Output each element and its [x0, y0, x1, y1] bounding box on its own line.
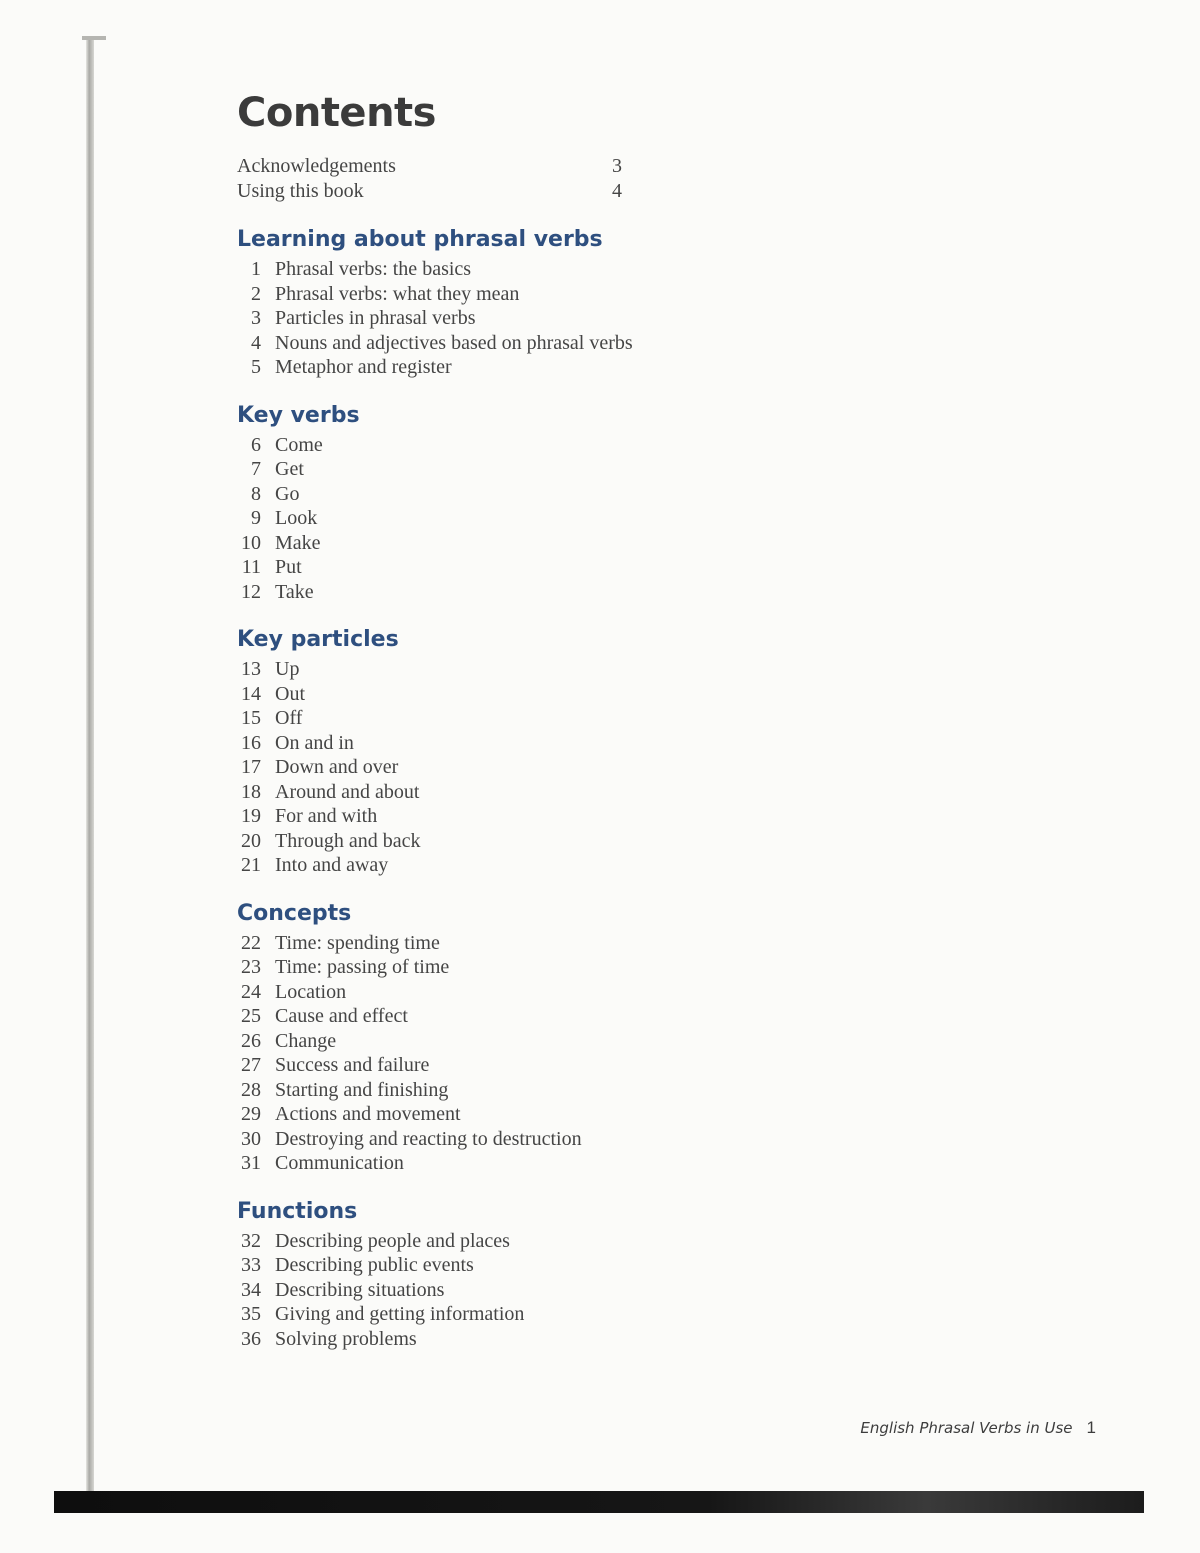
unit-number: 7: [251, 458, 261, 480]
front-matter-list: [237, 154, 622, 204]
unit-number: 35: [241, 1303, 261, 1325]
unit-entry[interactable]: [237, 257, 697, 282]
unit-title: Giving and getting information: [275, 1303, 525, 1325]
unit-title: Location: [275, 980, 347, 1003]
unit-entry[interactable]: [237, 1327, 697, 1352]
toc-section: [237, 625, 697, 878]
unit-entry[interactable]: [237, 1253, 697, 1278]
front-matter-label: Using this book: [237, 180, 364, 202]
unit-number: 28: [241, 1078, 261, 1101]
unit-entry[interactable]: [237, 931, 697, 956]
front-matter-page: 4: [612, 180, 622, 202]
unit-number: 3: [251, 307, 261, 329]
unit-title: Time: passing of time: [275, 956, 450, 978]
unit-title: Nouns and adjectives based on phrasal verbs: [275, 331, 633, 354]
unit-number: 13: [241, 658, 261, 680]
front-matter-page: 3: [612, 155, 622, 177]
unit-number: 10: [241, 531, 261, 554]
unit-number: 31: [241, 1152, 261, 1174]
unit-title: Look: [275, 507, 318, 529]
unit-number: 16: [241, 731, 261, 754]
section-heading: Learning about phrasal verbs: [237, 227, 603, 252]
unit-title: Come: [275, 433, 323, 456]
unit-entry[interactable]: [237, 355, 697, 380]
unit-title: Cause and effect: [275, 1005, 408, 1027]
unit-number: 22: [241, 931, 261, 954]
sections-list: [237, 225, 697, 1351]
unit-title: Through and back: [275, 829, 421, 852]
unit-entry[interactable]: [237, 457, 697, 482]
unit-entry[interactable]: [237, 482, 697, 507]
unit-entry[interactable]: [237, 1029, 697, 1054]
unit-title: Starting and finishing: [275, 1078, 449, 1101]
unit-title: Off: [275, 707, 303, 729]
unit-title: For and with: [275, 805, 378, 827]
unit-number: 30: [241, 1127, 261, 1150]
unit-entry[interactable]: [237, 1278, 697, 1303]
unit-entry[interactable]: [237, 531, 697, 556]
toc-section: [237, 899, 697, 1176]
unit-title: Phrasal verbs: the basics: [275, 258, 472, 280]
unit-title: Up: [275, 658, 300, 680]
unit-title: Get: [275, 458, 304, 480]
page-binding-edge: [86, 36, 94, 1491]
unit-title: Describing public events: [275, 1254, 474, 1276]
unit-entry[interactable]: [237, 829, 697, 854]
unit-title: Around and about: [275, 780, 420, 803]
unit-title: Change: [275, 1029, 337, 1052]
page-footer: [860, 1418, 1096, 1438]
unit-number: 32: [241, 1229, 261, 1252]
front-matter-item[interactable]: [237, 179, 622, 204]
unit-number: 6: [251, 433, 261, 456]
unit-entry[interactable]: [237, 1053, 697, 1078]
footer-page-number: 1: [1086, 1418, 1096, 1437]
unit-title: Actions and movement: [275, 1103, 461, 1125]
unit-title: Describing situations: [275, 1278, 445, 1301]
unit-number: 26: [241, 1029, 261, 1052]
binding-corner-mark: [82, 36, 106, 40]
unit-number: 4: [251, 331, 261, 354]
toc-section: [237, 1197, 697, 1352]
unit-entry[interactable]: [237, 731, 697, 756]
unit-number: 36: [241, 1327, 261, 1350]
scan-bottom-edge: [54, 1491, 1144, 1513]
unit-title: Put: [275, 556, 302, 578]
unit-number: 34: [241, 1278, 261, 1301]
unit-entry[interactable]: [237, 1078, 697, 1103]
unit-number: 29: [241, 1103, 261, 1125]
page-title: Contents: [237, 90, 436, 136]
unit-number: 25: [241, 1005, 261, 1027]
unit-number: 1: [251, 258, 261, 280]
contents-page: [237, 88, 697, 1351]
toc-section: [237, 225, 697, 380]
unit-entry[interactable]: [237, 1004, 697, 1029]
section-heading: Functions: [237, 1198, 358, 1224]
unit-number: 33: [241, 1254, 261, 1276]
unit-entry[interactable]: [237, 780, 697, 805]
unit-title: Take: [275, 580, 314, 603]
unit-entry[interactable]: [237, 1302, 697, 1327]
unit-title: On and in: [275, 731, 354, 754]
front-matter-item[interactable]: [237, 154, 622, 179]
unit-entry[interactable]: [237, 506, 697, 531]
unit-title: Particles in phrasal verbs: [275, 307, 476, 329]
unit-entry[interactable]: [237, 980, 697, 1005]
unit-number: 21: [241, 854, 261, 876]
unit-number: 9: [251, 507, 261, 529]
unit-title: Metaphor and register: [275, 356, 452, 378]
unit-title: Time: spending time: [275, 931, 440, 954]
unit-number: 5: [251, 356, 261, 378]
section-heading: Key verbs: [237, 402, 360, 428]
unit-number: 8: [251, 482, 261, 505]
unit-number: 20: [241, 829, 261, 852]
unit-entry[interactable]: [237, 580, 697, 605]
unit-entry[interactable]: [237, 706, 697, 731]
unit-title: Make: [275, 531, 321, 554]
section-heading: Concepts: [237, 900, 352, 926]
footer-book-title: English Phrasal Verbs in Use: [860, 1419, 1073, 1437]
unit-title: Describing people and places: [275, 1229, 510, 1252]
unit-title: Success and failure: [275, 1054, 430, 1076]
section-heading: Key particles: [237, 627, 399, 652]
unit-title: Phrasal verbs: what they mean: [275, 282, 520, 305]
unit-number: 14: [241, 682, 261, 705]
unit-number: 11: [241, 556, 261, 578]
unit-title: Down and over: [275, 756, 399, 778]
unit-entry[interactable]: [237, 306, 697, 331]
unit-entry[interactable]: [237, 1127, 697, 1152]
unit-title: Go: [275, 482, 300, 505]
unit-entry[interactable]: [237, 657, 697, 682]
unit-number: 17: [241, 756, 261, 778]
unit-title: Out: [275, 682, 305, 705]
unit-entry[interactable]: [237, 331, 697, 356]
front-matter-label: Acknowledgements: [237, 155, 396, 177]
unit-number: 2: [251, 282, 261, 305]
unit-number: 18: [241, 780, 261, 803]
unit-number: 24: [241, 980, 261, 1003]
unit-entry[interactable]: [237, 955, 697, 980]
unit-number: 15: [241, 707, 261, 729]
unit-number: 12: [241, 580, 261, 603]
toc-section: [237, 401, 697, 605]
unit-entry[interactable]: [237, 433, 697, 458]
unit-title: Communication: [275, 1152, 404, 1174]
unit-entry[interactable]: [237, 555, 697, 580]
unit-entry[interactable]: [237, 1151, 697, 1176]
unit-number: 19: [241, 805, 261, 827]
unit-title: Into and away: [275, 854, 389, 876]
unit-entry[interactable]: [237, 755, 697, 780]
unit-number: 23: [241, 956, 261, 978]
unit-title: Solving problems: [275, 1327, 417, 1350]
unit-title: Destroying and reacting to destruction: [275, 1127, 582, 1150]
unit-entry[interactable]: [237, 1102, 697, 1127]
unit-number: 27: [241, 1054, 261, 1076]
unit-entry[interactable]: [237, 1229, 697, 1254]
unit-entry[interactable]: [237, 282, 697, 307]
unit-entry[interactable]: [237, 682, 697, 707]
unit-entry[interactable]: [237, 853, 697, 878]
unit-entry[interactable]: [237, 804, 697, 829]
